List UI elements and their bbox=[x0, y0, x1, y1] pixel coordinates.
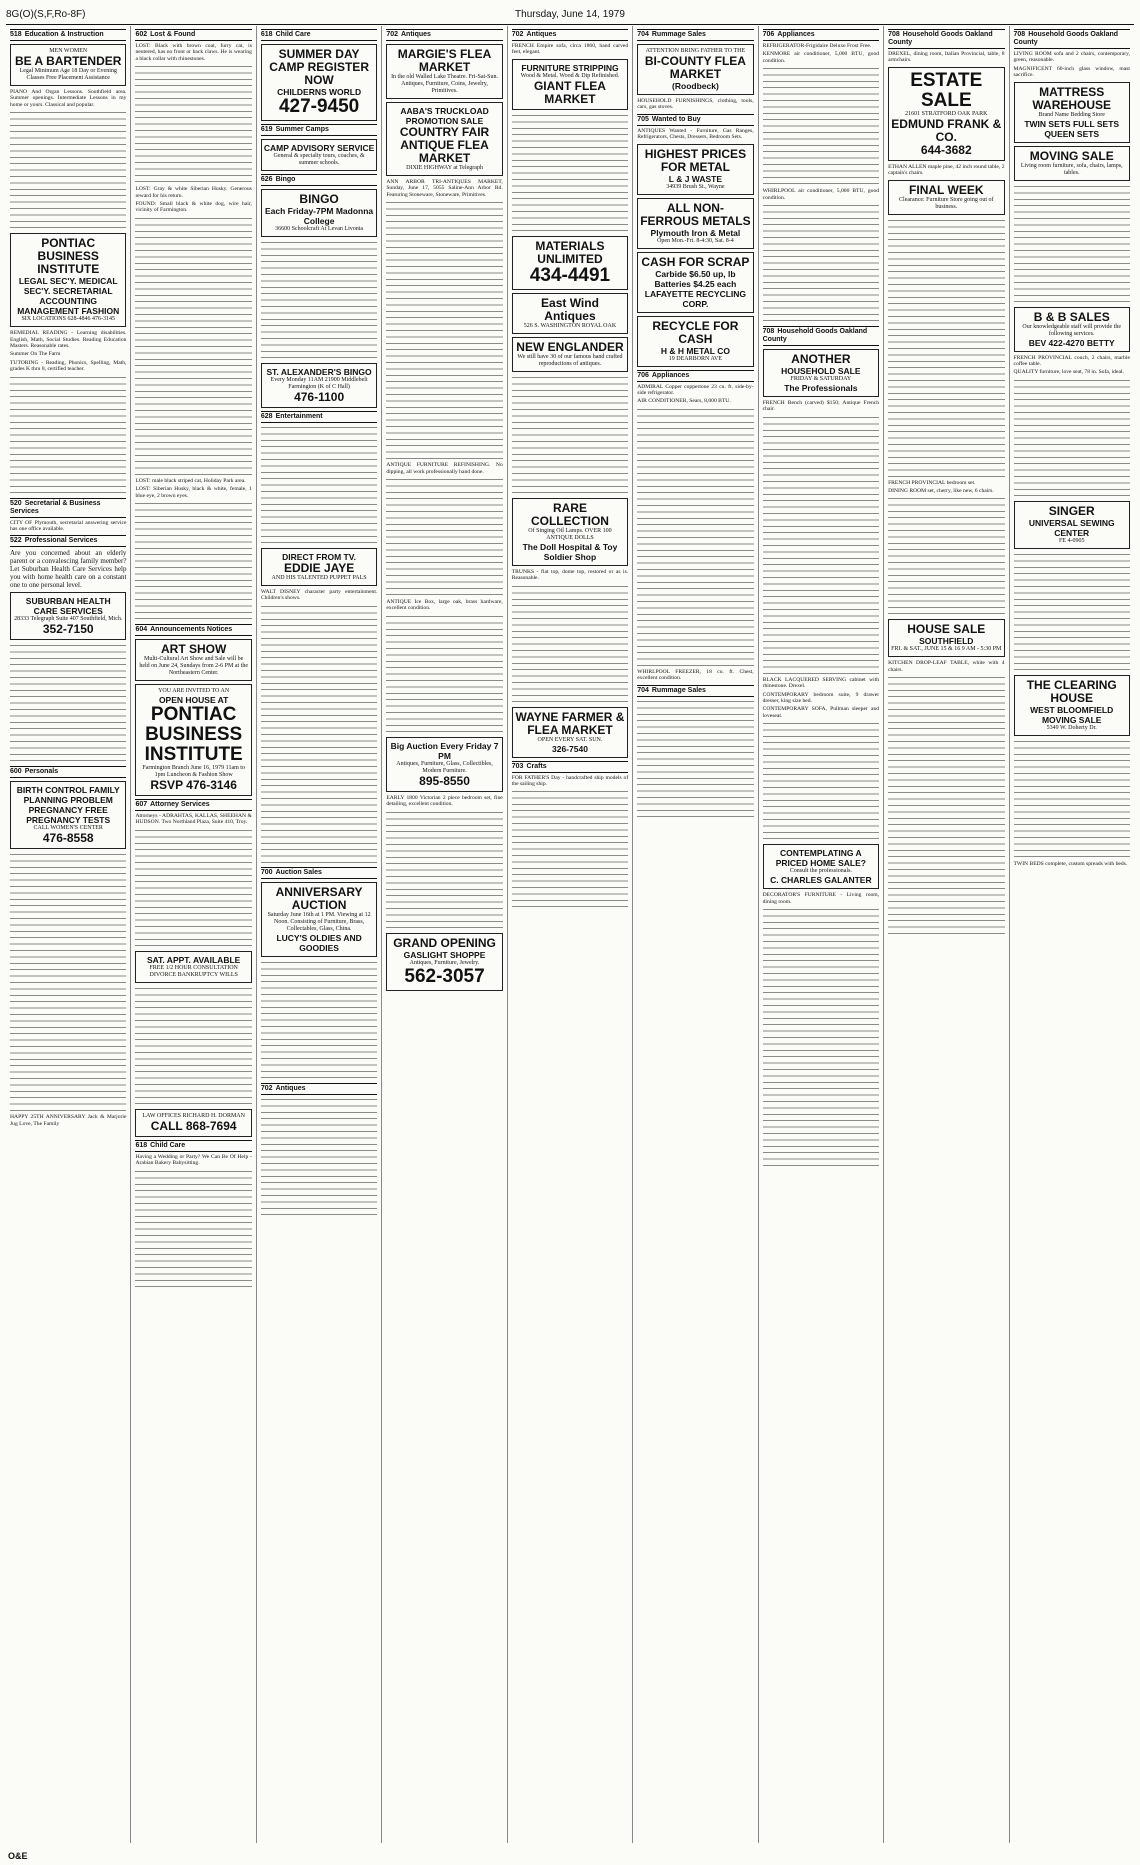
health-care-ad: SUBURBAN HEALTH CARE SERVICES 28333 Telegraph Suite 407 Southfield, Mich. 352-7150 bbox=[10, 592, 126, 640]
household-sale-ad: ANOTHER HOUSEHOLD SALE FRIDAY & SATURDAY The Professionals bbox=[763, 349, 879, 397]
classified-ad: WALT DISNEY character party entertainment. Children's shows. bbox=[260, 589, 378, 602]
category-heading: 619 Summer Camps bbox=[261, 124, 377, 136]
singer-ad: SINGER UNIVERSAL SEWING CENTER FE 4-0905 bbox=[1014, 501, 1130, 549]
clearing-house-ad: THE CLEARING HOUSE WEST BLOOMFIELD MOVING SALE 5349 W. Doherty Dr. bbox=[1014, 675, 1130, 736]
category-heading: 706 Appliances bbox=[763, 29, 879, 41]
fine-print bbox=[135, 216, 251, 476]
fine-print bbox=[261, 960, 377, 1080]
fine-print bbox=[1014, 739, 1130, 859]
column-2 bbox=[131, 26, 256, 1843]
classified-ad: ETHAN ALLEN maple pine, 42 inch round table, 2 captain's chairs. bbox=[888, 163, 1005, 177]
page-folio: 8G(O)(S,F,Ro-8F) bbox=[6, 8, 86, 20]
mattress-warehouse-ad: MATTRESS WAREHOUSE Brand Name Bedding Store TWIN SETS FULL SETS QUEEN SETS bbox=[1014, 82, 1130, 143]
classified-ad: FRENCH Empire sofa, circa 1860, hand carved feet, elegant. bbox=[511, 43, 629, 56]
fine-print bbox=[10, 375, 126, 495]
law-office-ad: LAW OFFICES RICHARD H. DORMAN CALL 868-7694 bbox=[135, 1109, 251, 1137]
masthead bbox=[6, 4, 1134, 25]
bingo-ad: BINGO Each Friday-7PM Madonna College 36600 Schoolcraft At Levan Livonia bbox=[261, 189, 377, 237]
classified-ad: WHIRLPOOL air conditioner, 5,000 BTU, good condition. bbox=[762, 188, 880, 201]
fine-print bbox=[512, 375, 628, 495]
fine-print bbox=[763, 415, 879, 675]
fine-print bbox=[261, 1097, 377, 1217]
classified-ad: Are you concerned about an elderly parent or a convalescing family member? Let Suburban Health Care Services help you with home health care on a constant one to one personal level. bbox=[10, 549, 127, 590]
column-8 bbox=[884, 26, 1009, 1843]
fine-print bbox=[10, 643, 126, 763]
classified-ad: KENMORE air conditioner, 5,000 BTU, good condition. bbox=[762, 51, 880, 64]
auction-ad: ANNIVERSARY AUCTION Saturday June 16th at 1 PM. Viewing at 12 Noon. Consisting of Furniture, Brass, Collectables, Glass, China. LUCY'S OLDIES AND GOODIES bbox=[261, 882, 377, 957]
east-wind-ad: East Wind Antiques 526 S. WASHINGTON ROYAL OAK bbox=[512, 293, 628, 334]
fine-print bbox=[763, 907, 879, 1167]
classified-ad: BLACK LACQUERED SERVING cabinet with rhinestone. Drexel. bbox=[762, 676, 880, 690]
fine-print bbox=[512, 789, 628, 909]
category-heading: 703 Crafts bbox=[512, 761, 628, 773]
classified-ad: Attorneys - ADRAHTAS, KALLAS, SHEEHAN & HUDSON. Two Northland Plaza, Suite 410, Troy. bbox=[135, 813, 252, 826]
column-1 bbox=[6, 26, 131, 1843]
flea-market-ad: MARGIE'S FLEA MARKET In the old Walled Lake Theatre. Fri-Sat-Sun. Antiques, Furniture, Coins, Jewelry, Primitives. bbox=[386, 44, 502, 99]
priced-sale-ad: CONTEMPLATING A PRICED HOME SALE? Consult the professionals. C. CHARLES GALANTER bbox=[763, 844, 879, 889]
column-4 bbox=[382, 26, 507, 1843]
bartender-ad: MEN WOMEN BE A BARTENDER Legal Minimum Age 18 Day or Evening Classes Free Placement Assistance bbox=[10, 44, 126, 86]
classified-ad: LOST: Gray & white Siberian Husky. Generous reward for his return. bbox=[135, 186, 252, 199]
doll-hospital-ad: RARE COLLECTION Of Singing Oil Lamps. OVER 100 ANTIQUE DOLLS The Doll Hospital & Toy Soldier Shop bbox=[512, 498, 628, 566]
classified-ad: KITCHEN DROP-LEAF TABLE, white with 4 chairs. bbox=[888, 660, 1005, 673]
business-institute-ad: PONTIAC BUSINESS INSTITUTE LEGAL SEC'Y. MEDICAL SEC'Y. SECRETARIAL ACCOUNTING MANAGEMENT FASHION SIX LOCATIONS 628-4846 476-3145 bbox=[10, 233, 126, 327]
classified-ad: DECORATOR'S FURNITURE - Living room, dining room. bbox=[762, 892, 880, 905]
category-heading: 708 Household Goods Oakland County bbox=[1014, 29, 1130, 49]
fine-print bbox=[261, 425, 377, 545]
big-auction-ad: Big Auction Every Friday 7 PM Antiques, Furniture, Glass, Collectibles, Modern Furniture. 895-8550 bbox=[386, 737, 502, 792]
classified-ad: FRENCH PROVINCIAL couch, 2 chairs, marble coffee table. bbox=[1013, 354, 1130, 368]
fine-print bbox=[637, 699, 753, 819]
attorney-ad: SAT. APPT. AVAILABLE FREE 1/2 HOUR CONSULTATION DIVORCE BANKRUPTCY WILLS bbox=[135, 951, 251, 983]
fine-print bbox=[763, 203, 879, 323]
fine-print bbox=[386, 477, 502, 597]
furniture-stripping-ad: FURNITURE STRIPPING Wood & Metal. Wood & Dip Refinished. GIANT FLEA MARKET bbox=[512, 59, 628, 110]
category-heading: 602 Lost & Found bbox=[135, 29, 251, 41]
classified-ad: AIR CONDITIONER, Sears, 8,000 BTU. bbox=[637, 398, 731, 405]
classified-ad: DINING ROOM set, cherry, like new, 6 chairs. bbox=[888, 488, 994, 495]
scrap-metal-ad: HIGHEST PRICES FOR METAL L & J WASTE 34939 Brush St., Wayne bbox=[637, 144, 753, 195]
footer-mark: O&E bbox=[8, 1851, 28, 1861]
classified-ad: ANN ARBOR TRI-ANTIQUES MARKET, Sunday, June 17, 5055 Saline-Ann Arbor Rd. Featuring Stoneware, Stoneware, Primitives. bbox=[386, 179, 503, 198]
category-heading: 618 Child Care bbox=[261, 29, 377, 41]
classified-ad: ANTIQUES Wanted - Furniture, Gas Ranges, Refrigerators, Chests, Dressers, Bedroom Sets. bbox=[637, 127, 754, 141]
classified-ad: LOST: Siberian Husky, black & white, female, 1 blue eye, 2 brown eyes. bbox=[135, 486, 252, 499]
day-camp-ad: SUMMER DAY CAMP REGISTER NOW CHILDERNS WORLD 427-9450 bbox=[261, 44, 377, 121]
classified-ad: FRENCH PROVINCIAL bedroom set. bbox=[888, 479, 976, 486]
fine-print bbox=[888, 496, 1004, 616]
category-heading: 628 Entertainment bbox=[261, 411, 377, 423]
fine-print bbox=[386, 810, 502, 930]
category-heading: 618 Child Care bbox=[135, 1140, 251, 1152]
classified-ad: CONTEMPORARY SOFA, Pullman sleeper and loveseat. bbox=[762, 706, 880, 719]
classified-ad: MAGNIFICENT 60-inch glass window, mast sacrifice. bbox=[1013, 65, 1130, 79]
category-heading: 522 Professional Services bbox=[10, 535, 126, 547]
fine-print bbox=[135, 986, 251, 1106]
fine-print bbox=[10, 852, 126, 1112]
materials-unlimited-ad: MATERIALS UNLIMITED 434-4491 bbox=[512, 236, 628, 290]
category-heading: 706 Appliances bbox=[637, 370, 753, 382]
recycle-ad: RECYCLE FOR CASH H & H METAL CO 19 DEARBORN AVE bbox=[637, 316, 753, 367]
column-3 bbox=[257, 26, 382, 1843]
classified-ad: EARLY 1800 Victorian 2 piece bedroom set, fine detailing, excellent condition. bbox=[386, 794, 503, 808]
category-heading: 708 Household Goods Oakland County bbox=[888, 29, 1004, 49]
classified-ad: FRENCH Bench (carved) $150; Antique French chair. bbox=[762, 400, 880, 413]
moving-sale-ad: MOVING SALE Living room furniture, sofa, chairs, lamps, tables. bbox=[1014, 146, 1130, 181]
fine-print bbox=[386, 614, 502, 734]
fine-print bbox=[888, 675, 1004, 935]
classified-ad: ANTIQUE Ice Box, large oak, brass hardware, excellent condition. bbox=[386, 599, 503, 612]
classified-ad: DREXEL, dining room, Italian Provincial, table, 8 armchairs. bbox=[888, 51, 1005, 64]
classified-ad: LIVING ROOM sofa and 2 chairs, contemporary, green, reasonable. bbox=[1013, 51, 1130, 64]
classified-ad: LOST: Black with brown coat, furry cat, is neutered, has no front or back claws. He is wearing a black collar with rhinestones. bbox=[135, 43, 252, 62]
classified-ad: FOR FATHER'S Day - handcrafted ship models of the sailing ship. bbox=[511, 774, 629, 788]
category-heading: 702 Antiques bbox=[386, 29, 502, 41]
open-house-ad: YOU ARE INVITED TO AN OPEN HOUSE AT PONTIAC BUSINESS INSTITUTE Farmington Branch June 16, 1979 11am to 1pm Luncheon & Fashion Show RSVP 476-3146 bbox=[135, 684, 251, 796]
issue-date: Thursday, June 14, 1979 bbox=[515, 8, 625, 20]
wayne-market-ad: WAYNE FARMER & FLEA MARKET OPEN EVERY SAT. SUN. 326-7540 bbox=[512, 707, 628, 758]
classified-ad: QUALITY furniture, love seat, 78 in. Sofa, ideal. bbox=[1013, 369, 1124, 376]
fine-print bbox=[888, 218, 1004, 478]
classified-ad: TWIN BEDS complete, custom spreads with beds. bbox=[1013, 860, 1128, 867]
classified-ad: HAPPY 25TH ANNIVERSARY Jack & Marjorie Jug Love, The Family bbox=[10, 1114, 127, 1127]
classified-ad: TRUNKS - flat top, dome top, restored or as is. Reasonable. bbox=[511, 568, 629, 582]
classified-ad: Summer On The Farm bbox=[10, 351, 61, 358]
classified-ad: ADMIRAL Copper coppertone 23 cu. ft. side-by-side refrigerator. bbox=[637, 383, 754, 397]
column-7 bbox=[759, 26, 884, 1843]
classified-ad: REFRIGERATOR-Frigidaire Deluxe Frost Free. bbox=[762, 43, 872, 49]
category-heading: 604 Announcements Notices bbox=[135, 624, 251, 636]
art-show-ad: ART SHOW Multi-Cultural Art Show and Sale will be held on June 24, Sundays from 2-6 PM at the Northeastern Center. bbox=[135, 639, 251, 681]
bb-sales-ad: B & B SALES Our knowledgeable staff will provide the following services. BEV 422-4270 BETTY bbox=[1014, 307, 1130, 352]
category-heading: 702 Antiques bbox=[261, 1083, 377, 1095]
bi-county-market-ad: ATTENTION BRING FATHER TO THE BI-COUNTY FLEA MARKET (Roodbeck) bbox=[637, 44, 753, 95]
estate-sale-ad: ESTATE SALE 21601 STRATFORD OAK PARK EDMUND FRANK & CO. 644-3682 bbox=[888, 67, 1004, 161]
new-englander-ad: NEW ENGLANDER We still have 30 of our famous hand crafted reproductions of antiques. bbox=[512, 337, 628, 372]
fine-print bbox=[261, 604, 377, 864]
classified-ad: FOUND: Small black & white dog, wire hair, vicinity of Farmington. bbox=[135, 201, 252, 214]
category-heading: 600 Personals bbox=[10, 766, 126, 778]
puppet-show-ad: DIRECT FROM TV. EDDIE JAYE AND HIS TALENTED PUPPET PALS bbox=[261, 548, 377, 586]
classified-ad: Having a Wedding or Party? We Can Be Of Help - Arabian Bakery Babysitting. bbox=[135, 1153, 252, 1167]
fine-print bbox=[135, 501, 251, 621]
fine-print bbox=[135, 828, 251, 948]
category-heading: 518 Education & Instruction bbox=[10, 29, 126, 41]
camp-advisory-ad: CAMP ADVISORY SERVICE General & specialty tours, coaches, & summer schools. bbox=[261, 139, 377, 171]
final-week-ad: FINAL WEEK Clearance: Furniture Store going out of business. bbox=[888, 180, 1004, 215]
column-9 bbox=[1010, 26, 1134, 1843]
fine-print bbox=[135, 1169, 251, 1289]
classified-ad: PIANO And Organ Lessons. Southfield area. Summer openings. Intermediate Lessons in my home or yours. Classical and popular. bbox=[10, 89, 127, 108]
fine-print bbox=[261, 240, 377, 360]
fine-print bbox=[1014, 378, 1130, 498]
fine-print bbox=[512, 113, 628, 233]
category-heading: 626 Bingo bbox=[261, 174, 377, 186]
grand-opening-ad: GRAND OPENING GASLIGHT SHOPPE Antiques, Furniture, Jewelry. 562-3057 bbox=[386, 933, 502, 991]
house-sale-ad: HOUSE SALE SOUTHFIELD FRI. & SAT., JUNE 15 & 16 9 AM - 5:30 PM bbox=[888, 619, 1004, 657]
classified-ad: CITY OF Plymouth, secretarial answering service has one office available. bbox=[10, 519, 127, 533]
classified-columns bbox=[6, 26, 1134, 1843]
fine-print bbox=[637, 407, 753, 667]
classified-ad: CONTEMPORARY bedroom suite, 9 drawer dresser, king size bed. bbox=[762, 691, 880, 705]
classified-ad: HOUSEHOLD FURNISHINGS, clothing, tools, cars, gas stoves. bbox=[637, 98, 754, 111]
fine-print bbox=[763, 721, 879, 841]
womens-center-ad: BIRTH CONTROL FAMILY PLANNING PROBLEM PREGNANCY FREE PREGNANCY TESTS CALL WOMEN'S CENTER 476-8558 bbox=[10, 781, 126, 849]
fine-print bbox=[10, 110, 126, 230]
column-6 bbox=[633, 26, 758, 1843]
fine-print bbox=[386, 200, 502, 460]
country-fair-ad: AABA'S TRUCKLOAD PROMOTION SALE COUNTRY FAIR ANTIQUE FLEA MARKET DIXIE HIGHWAY at Telegraph bbox=[386, 102, 502, 176]
fine-print bbox=[135, 64, 251, 184]
classified-ad: REMEDIAL READING - Learning disabilities. English, Math, Social Studies. Reading Education Masters. Reasonable rates. bbox=[10, 330, 127, 350]
category-heading: 700 Auction Sales bbox=[261, 867, 377, 879]
non-ferrous-ad: ALL NON-FERROUS METALS Plymouth Iron & Metal Open Mon.-Fri. 8-4:30, Sat. 8-4 bbox=[637, 198, 753, 249]
fine-print bbox=[763, 66, 879, 186]
fine-print bbox=[512, 584, 628, 704]
classified-ad: TUTORING - Reading, Phonics, Spelling, Math, grades K thru 8, certified teacher. bbox=[10, 359, 127, 373]
column-5 bbox=[508, 26, 633, 1843]
fine-print bbox=[1014, 552, 1130, 672]
category-heading: 702 Antiques bbox=[512, 29, 628, 41]
category-heading: 705 Wanted to Buy bbox=[637, 114, 753, 126]
category-heading: 520 Secretarial & Business Services bbox=[10, 498, 126, 518]
fine-print bbox=[1014, 184, 1130, 304]
bingo-ad: ST. ALEXANDER'S BINGO Every Monday 11AM 21900 Middlebelt Farmington (K of C Hall) 476-1100 bbox=[261, 363, 377, 408]
category-heading: 704 Rummage Sales bbox=[637, 685, 753, 697]
category-heading: 607 Attorney Services bbox=[135, 799, 251, 811]
category-heading: 704 Rummage Sales bbox=[637, 29, 753, 41]
classified-ad: LOST: male black striped cat, Holiday Park area. bbox=[135, 477, 246, 484]
cash-for-scrap-ad: CASH FOR SCRAP Carbide $6.50 up, lb Batteries $4.25 each LAFAYETTE RECYCLING CORP. bbox=[637, 252, 753, 313]
classified-ad: WHIRLPOOL FREEZER, 18 cu. ft. Chest, excellent condition. bbox=[637, 668, 754, 682]
category-heading: 708 Household Goods Oakland County bbox=[763, 326, 879, 346]
classified-ad: ANTIQUE FURNITURE REFINISHING. No dipping, all work professionally hand done. bbox=[386, 462, 503, 475]
